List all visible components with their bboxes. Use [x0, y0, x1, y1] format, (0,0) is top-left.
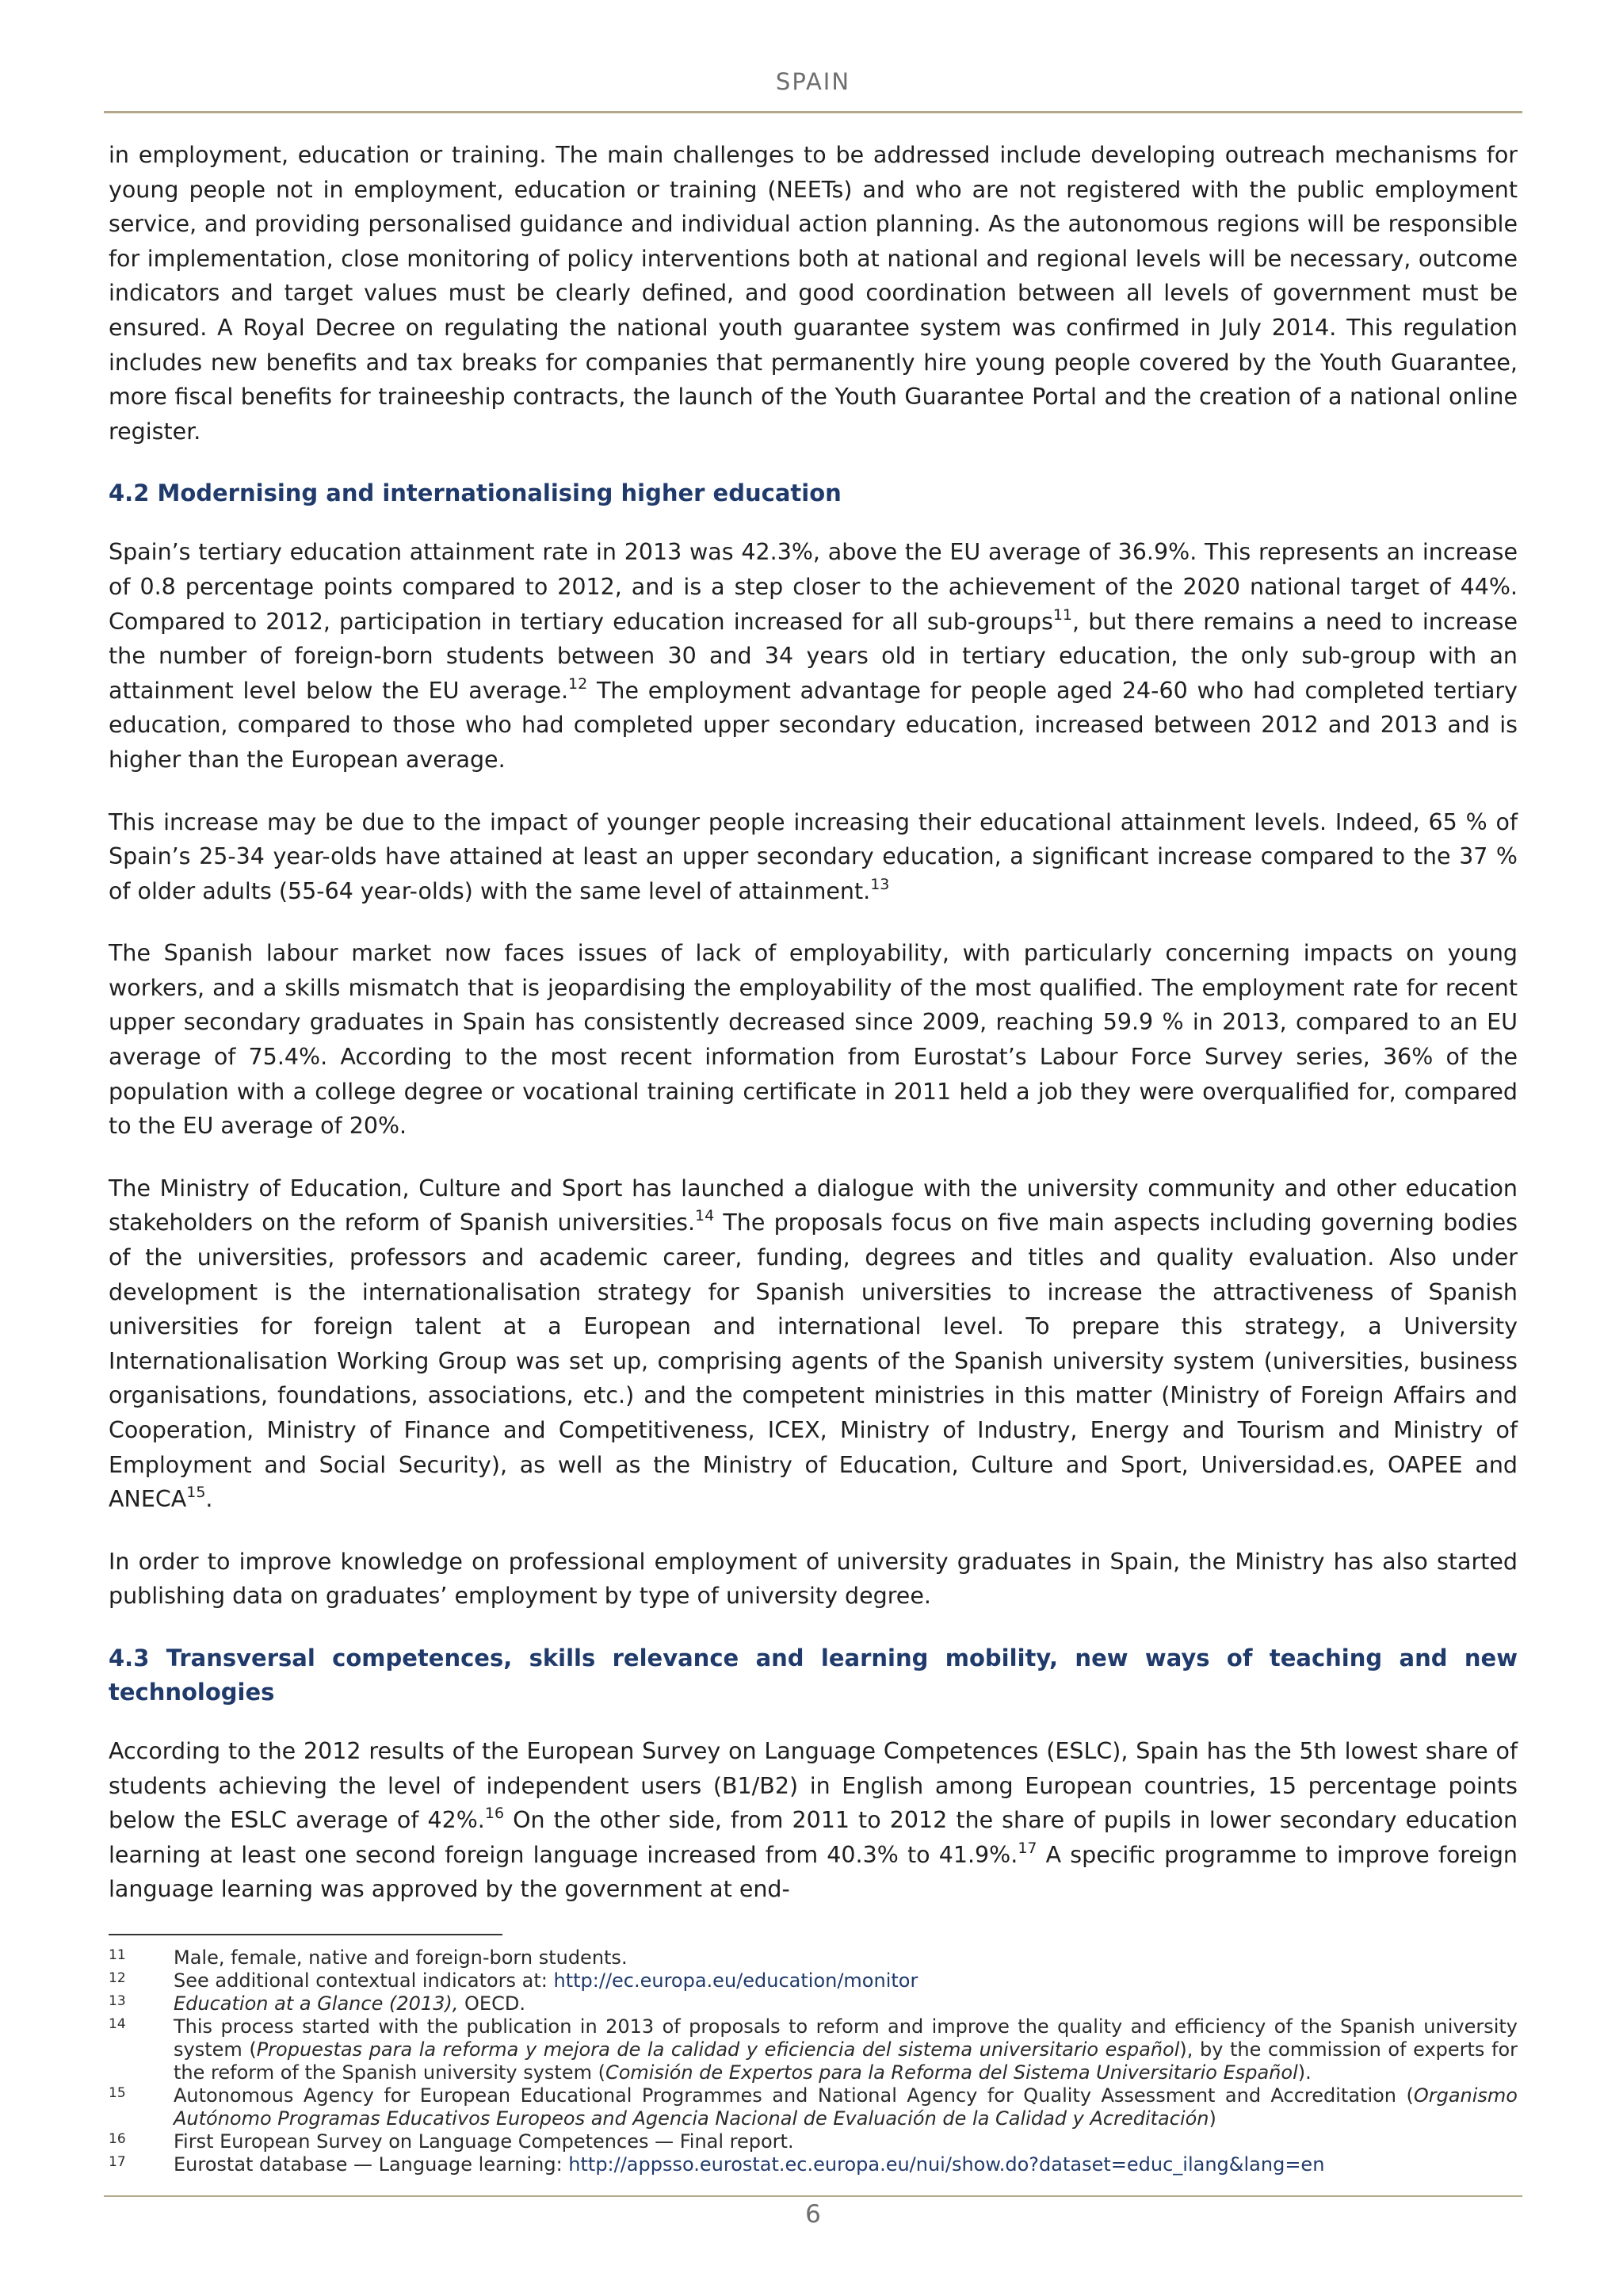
- paragraph-youth-guarantee: in employment, education or training. The main challenges to be addressed include developing outreach mechanisms for young people not in employment, education or training (NEETs) and who are not registered with the public employment service, and providing personalised guidance and individual action planning. As the autonomous regions will be responsible for implementation, close monitoring of policy interventions both at national and regional levels will be necessary, outcome indicators and target values must be clearly defined, and good coordination between all levels of government must be ensured. A Royal Decree on regulating the national youth guarantee system was confirmed in July 2014. This regulation includes new benefits and tax breaks for companies that permanently hire young people covered by the Youth Guarantee, more fiscal benefits for traineeship contracts, the launch of the Youth Guarantee Portal and the creation of a national online register.: [109, 142, 1518, 445]
- footnote-ref-15[interactable]: 15: [186, 1484, 206, 1502]
- paragraph-graduate-employment: In order to improve knowledge on professional employment of university graduates in Spain, the Ministry has also started publishing data on graduates’ employment by type of university degree.: [109, 1548, 1518, 1610]
- footnote-12: 12 See additional contextual indicators at: http://ec.europa.eu/education/monitor: [109, 1969, 918, 1992]
- section-heading-4-3: 4.3 Transversal competences, skills relevance and learning mobility, new ways of teaching and new technologies: [109, 1644, 1518, 1706]
- footnote-17: 17 Eurostat database — Language learning: http://appsso.eurostat.ec.europa.eu/nui/show.do?dataset=educ_ilang&lang=en: [109, 2153, 1325, 2176]
- footnote-16: 16 First European Survey on Language Competences — Final report.: [109, 2130, 794, 2153]
- paragraph-tertiary-attainment: Spain’s tertiary education attainment rate in 2013 was 42.3%, above the EU average of 36.9%. This represents an increase of 0.8 percentage points compared to 2012, and is a step closer to the achievement of the 2020 national target of 44%. Compared to 2012, participation in tertiary education increased for all sub-groups$^{11}$, but there remains a need to increase the number of foreign-born students between 30 and 34 years old in tertiary education, the only sub-group with an attainment level below the EU average.$^{12}$ The employment advantage for people aged 24-60 who had completed tertiary education, compared to those who had completed upper secondary education, increased between 2012 and 2013 and is higher than the European average.: [109, 539, 1518, 773]
- page-number: 6: [805, 2200, 821, 2229]
- paragraph-language-competences: According to the 2012 results of the European Survey on Language Competences (ESLC), Spain has the 5th lowest share of students achieving the level of independent users (B1/B2) in English among European countries, 15 percentage points below the ESLC average of 42%.$^{16}$ On the other side, from 2011 to 2012 the share of pupils in lower secondary education learning at least one second foreign language increased from 40.3% to 41.9%.$^{17}$ A specific programme to improve foreign language learning was approved by the government at end-: [109, 1737, 1518, 1903]
- footnote-ref-13[interactable]: 13: [870, 875, 890, 893]
- eurostat-link[interactable]: http://appsso.eurostat.ec.europa.eu/nui/show.do?dataset=educ_ilang&lang=en: [568, 2153, 1325, 2176]
- footnote-ref-16[interactable]: 16: [484, 1805, 505, 1823]
- running-header: SPAIN: [775, 68, 851, 95]
- footnote-ref-11[interactable]: 11: [1052, 606, 1072, 624]
- footnote-11: 11 Male, female, native and foreign-born students.: [109, 1946, 628, 1969]
- header-divider: [104, 111, 1522, 113]
- footnotes: [109, 1946, 1518, 2176]
- section-heading-4-2: 4.2 Modernising and internationalising higher education: [109, 479, 842, 507]
- paragraph-labour-market: The Spanish labour market now faces issues of lack of employability, with particularly concerning impacts on young workers, and a skills mismatch that is jeopardising the employability of the most qualified. The employment rate for recent upper secondary graduates in Spain has consistently decreased since 2009, reaching 59.9 % in 2013, compared to an EU average of 75.4%. According to the most recent information from Eurostat’s Labour Force Survey series, 36% of the population with a college degree or vocational training certificate in 2011 held a job they were overqualified for, compared to the EU average of 20%.: [109, 940, 1518, 1140]
- footnote-ref-14[interactable]: 14: [695, 1207, 715, 1225]
- footnote-15: 15 Autonomous Agency for European Educational Programmes and National Agency for Quality Assessment and Accreditation (Organismo Autónomo Programas Educativos Europeos and Agencia Nacional de Evaluación de la Calidad y Acreditación): [109, 2084, 1518, 2130]
- paragraph-university-reform: The Ministry of Education, Culture and Sport has launched a dialogue with the university community and other education stakeholders on the reform of Spanish universities.$^{14}$ The proposals focus on five main aspects including governing bodies of the universities, professors and academic career, funding, degrees and titles and quality evaluation. Also under development is the internationalisation strategy for Spanish universities to increase the attractiveness of Spanish universities for foreign talent at a European and international level. To prepare this strategy, a University Internationalisation Working Group was set up, comprising agents of the Spanish university system (universities, business organisations, foundations, associations, etc.) and the competent ministries in this matter (Ministry of Foreign Affairs and Cooperation, Ministry of Finance and Competitiveness, ICEX, Ministry of Industry, Energy and Tourism and Ministry of Employment and Social Security), as well as the Ministry of Education, Culture and Sport, Universidad.es, OAPEE and ANECA$^{15}$.: [109, 1175, 1518, 1513]
- paragraph-attainment-levels: This increase may be due to the impact of younger people increasing their educational attainment levels. Indeed, 65 % of Spain’s 25-34 year-olds have attained at least an upper secondary education, a significant increase compared to the 37 % of older adults (55-64 year-olds) with the same level of attainment.$^{13}$: [109, 808, 1518, 904]
- footnote-ref-17[interactable]: 17: [1018, 1839, 1037, 1857]
- page-body: [109, 138, 1518, 1935]
- footnote-ref-12[interactable]: 12: [568, 674, 588, 693]
- footnote-13: 13 Education at a Glance (2013), OECD.: [109, 1992, 525, 2015]
- monitor-link[interactable]: http://ec.europa.eu/education/monitor: [553, 1969, 918, 1992]
- footnote-14: 14 This process started with the publication in 2013 of proposals to reform and improve the quality and efficiency of the Spanish university system (Propuestas para la reforma y mejora de la calidad y eficiencia del sistema universitario español), by the commission of experts for the reform of the Spanish university system (Comisión de Expertos para la Reforma del Sistema Universitario Español).: [109, 2015, 1518, 2084]
- footer-divider: [104, 2195, 1522, 2197]
- footnote-divider: [109, 1934, 502, 1935]
